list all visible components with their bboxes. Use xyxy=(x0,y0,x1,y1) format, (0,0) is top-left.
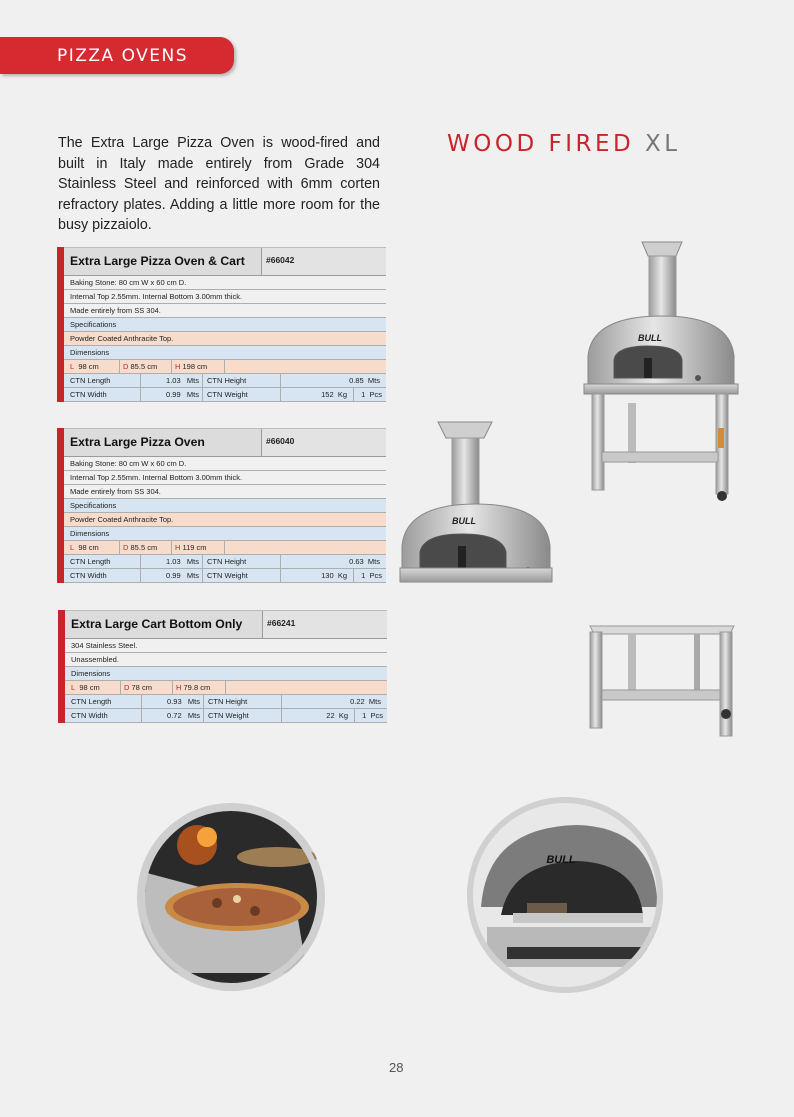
spec-section-heading: Dimensions xyxy=(64,527,386,541)
product-code: #66042 xyxy=(262,248,386,275)
oven-interior-photo xyxy=(467,797,663,993)
product-code: #66040 xyxy=(262,429,386,456)
product-table-oven xyxy=(57,428,386,583)
dim-height: H 79.8 cm xyxy=(173,681,226,694)
spec-row: Baking Stone: 80 cm W x 60 cm D. xyxy=(64,457,386,471)
carton-row: CTN Width 0.99 Mts CTN Weight 152 Kg 1 Pcs xyxy=(64,388,386,402)
dimensions-row xyxy=(65,681,387,695)
spec-row: Powder Coated Anthracite Top. xyxy=(64,332,386,346)
carton-row: CTN Width 0.99 Mts CTN Weight 130 Kg 1 Pcs xyxy=(64,569,386,583)
oven-only-image xyxy=(398,418,554,586)
product-heading-main: WOOD FIRED xyxy=(447,131,635,157)
product-name: Extra Large Pizza Oven xyxy=(64,429,262,456)
cart-bottom-image xyxy=(584,618,740,742)
dimensions-row xyxy=(64,360,386,374)
spec-section-heading: Specifications xyxy=(64,499,386,513)
section-tab xyxy=(0,37,234,74)
product-table-header xyxy=(64,428,386,457)
dim-depth: D 85.5 cm xyxy=(120,360,172,373)
oven-logo: BULL xyxy=(452,516,476,526)
oven-with-cart-image xyxy=(580,238,740,506)
spec-row: Internal Top 2.55mm. Internal Bottom 3.00mm thick. xyxy=(64,471,386,485)
product-code: #66241 xyxy=(263,611,387,638)
dim-depth: D 78 cm xyxy=(121,681,173,694)
dim-length: L 98 cm xyxy=(64,541,120,554)
dim-length: L 98 cm xyxy=(65,681,121,694)
spec-section-heading: Dimensions xyxy=(64,346,386,360)
oven-logo: BULL xyxy=(546,854,576,866)
product-table-cart xyxy=(58,610,387,723)
dim-depth: D 85.5 cm xyxy=(120,541,172,554)
carton-row: CTN Length 1.03 Mts CTN Height 0.85 Mts xyxy=(64,374,386,388)
oven-interior-graphic xyxy=(467,797,663,993)
spec-row: Baking Stone: 80 cm W x 60 cm D. xyxy=(64,276,386,290)
pizza-photo-graphic xyxy=(137,803,325,991)
spec-row: Powder Coated Anthracite Top. xyxy=(64,513,386,527)
section-tab-label: PIZZA OVENS xyxy=(57,46,189,66)
product-table-header xyxy=(64,247,386,276)
spec-row: Unassembled. xyxy=(65,653,387,667)
dim-length: L 98 cm xyxy=(64,360,120,373)
product-name: Extra Large Cart Bottom Only xyxy=(65,611,263,638)
carton-row: CTN Length 0.93 Mts CTN Height 0.22 Mts xyxy=(65,695,387,709)
spec-row: Made entirely from SS 304. xyxy=(64,485,386,499)
pizza-photo xyxy=(137,803,325,991)
product-table-header xyxy=(65,610,387,639)
intro-paragraph: The Extra Large Pizza Oven is wood-fired and built in Italy made entirely from Grade 304 Stainless Steel and reinforced with 6mm corten refractory plates. Adding a little more room for the busy pizzaiolo. xyxy=(58,135,380,233)
oven-logo: BULL xyxy=(638,333,662,343)
spec-row: 304 Stainless Steel. xyxy=(65,639,387,653)
spec-row: Internal Top 2.55mm. Internal Bottom 3.00mm thick. xyxy=(64,290,386,304)
product-heading xyxy=(447,131,681,157)
carton-row: CTN Length 1.03 Mts CTN Height 0.63 Mts xyxy=(64,555,386,569)
product-name: Extra Large Pizza Oven & Cart xyxy=(64,248,262,275)
spec-row: Made entirely from SS 304. xyxy=(64,304,386,318)
dim-height: H 198 cm xyxy=(172,360,225,373)
dimensions-row xyxy=(64,541,386,555)
product-heading-suffix: XL xyxy=(645,131,681,157)
spec-section-heading: Dimensions xyxy=(65,667,387,681)
spec-section-heading: Specifications xyxy=(64,318,386,332)
page-number: 28 xyxy=(389,1060,404,1075)
dim-height: H 119 cm xyxy=(172,541,225,554)
carton-row: CTN Width 0.72 Mts CTN Weight 22 Kg 1 Pcs xyxy=(65,709,387,723)
product-table-oven-cart xyxy=(57,247,386,402)
